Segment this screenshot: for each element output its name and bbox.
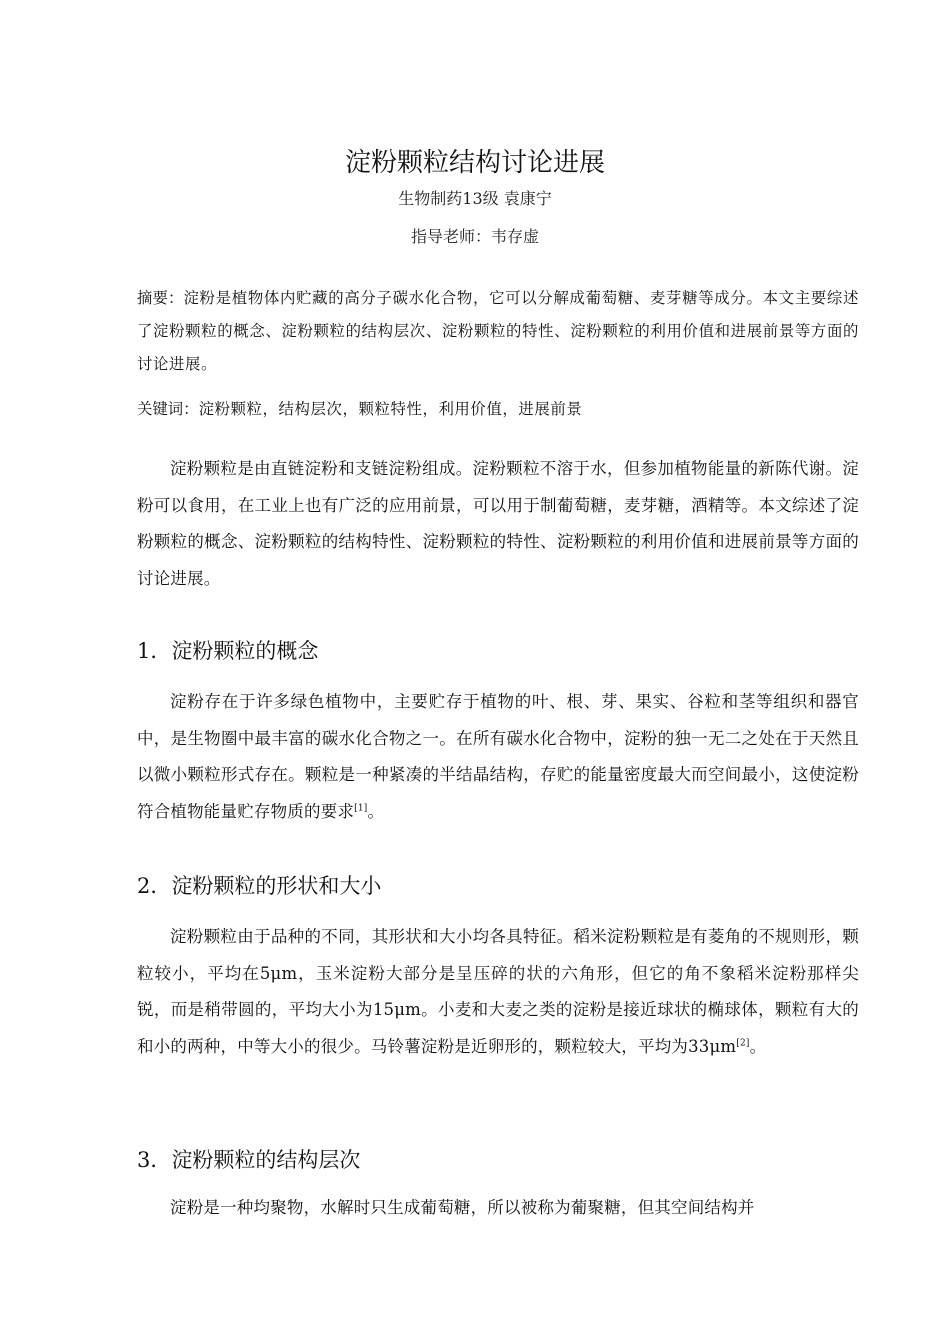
keywords-label: 关键词： xyxy=(137,400,199,418)
section-3-text: 淀粉是一种均聚物，水解时只生成葡萄糖，所以被称为葡聚糖，但其空间结构并 xyxy=(170,1198,755,1217)
advisor-line xyxy=(0,226,950,248)
advisor-label: 指导老师： xyxy=(410,227,491,246)
advisor-name: 韦存虚 xyxy=(491,227,540,246)
abstract-label: 摘要： xyxy=(137,289,184,307)
section-2-text: 淀粉颗粒由于品种的不同，其形状和大小均各具特征。稻米淀粉颗粒是有菱角的不规则形，颗粒较小，平均在5μm，玉米淀粉大部分是呈压碎的状的六角形，但它的角不象稻米淀粉那样尖锐，而是稍带圆的，平均大小为15μm。小麦和大麦之类的淀粉是接近球状的椭球体，颗粒有大的和小的两种，中等大小的很少。马铃薯淀粉是近卵形的，颗粒较大，平均为33μm xyxy=(137,927,859,1056)
paper-title: 淀粉颗粒结构讨论进展 xyxy=(344,148,605,178)
abstract xyxy=(137,282,859,381)
section-1-heading xyxy=(137,636,859,666)
intro-paragraph: 淀粉颗粒是由直链淀粉和支链淀粉组成。淀粉颗粒不溶于水，但参加植物能量的新陈代谢。淀粉可以食用，在工业上也有广泛的应用前景，可以用于制葡萄糖，麦芽糖，酒精等。本文综述了淀粉颗粒的概念、淀粉颗粒的结构特性、淀粉颗粒的特性、淀粉颗粒的利用价值和进展前景等方面的讨论进展。 xyxy=(137,459,859,588)
section-1-end: 。 xyxy=(367,801,385,821)
section-2-heading xyxy=(137,871,859,901)
section-1-text: 淀粉存在于许多绿色植物中，主要贮存于植物的叶、根、芽、果实、谷粒和茎等组织和器官中，是生物圈中最丰富的碳水化合物之一。在所有碳水化合物中，淀粉的独一无二之处在于天然且以微小颗粒形式存在。颗粒是一种紧凑的半结晶结构，存贮的能量密度最大而空间最小，这使淀粉符合植物能量贮存物质的要求 xyxy=(137,692,859,821)
section-1-title: 淀粉颗粒的概念 xyxy=(171,639,319,663)
section-3-heading xyxy=(137,1145,859,1175)
author-line: 生物制药13级 袁康宁 xyxy=(398,189,552,208)
section-3-paragraph xyxy=(137,1190,859,1227)
citation-1: [1] xyxy=(354,803,368,813)
keywords-text: 淀粉颗粒，结构层次，颗粒特性，利用价值，进展前景 xyxy=(198,400,583,418)
section-3-title: 淀粉颗粒的结构层次 xyxy=(171,1148,361,1172)
section-1-paragraph xyxy=(137,684,859,830)
section-2-number: 2． xyxy=(137,874,172,898)
abstract-text: 淀粉是植物体内贮藏的高分子碳水化合物，它可以分解成葡萄糖、麦芽糖等成分。本文主要综述了淀粉颗粒的概念、淀粉颗粒的结构层次、淀粉颗粒的特性、淀粉颗粒的利用价值和进展前景等方面的讨论进展。 xyxy=(137,289,859,373)
section-2-paragraph xyxy=(137,919,859,1065)
section-2-title: 淀粉颗粒的形状和大小 xyxy=(171,874,382,898)
citation-2: [2] xyxy=(736,1038,750,1048)
section-3-number: 3． xyxy=(137,1148,172,1172)
section-2-end: 。 xyxy=(749,1036,767,1056)
section-1-number: 1． xyxy=(137,639,172,663)
keywords xyxy=(137,395,859,423)
